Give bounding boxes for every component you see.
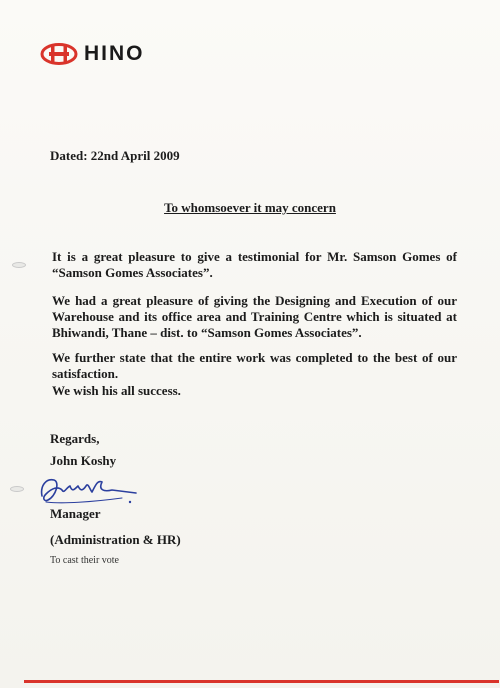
signatory-name: John Koshy bbox=[50, 453, 117, 468]
paragraph-project: We had a great pleasure of giving the Designing and Execution of our Warehouse and its office area and Training Centre which is situated at Bhiwandi, Thane – dist. to “Samson Gomes Associates”. bbox=[52, 293, 457, 340]
paragraph-satisfaction: We further state that the entire work was completed to the best of our satisfaction. bbox=[52, 350, 457, 381]
closing-regards: Regards, bbox=[50, 431, 100, 446]
brand-name: HINO bbox=[84, 42, 145, 65]
letter-date: Dated: 22nd April 2009 bbox=[50, 148, 180, 163]
hino-logo bbox=[40, 42, 145, 66]
signatory-department: (Administration & HR) bbox=[50, 532, 181, 547]
paragraph-wishes: We wish his all success. bbox=[52, 383, 181, 398]
punch-hole-mark bbox=[12, 262, 26, 268]
signatory-title: Manager bbox=[50, 506, 101, 521]
letter-subject: To whomsoever it may concern bbox=[164, 200, 336, 215]
hino-emblem-icon bbox=[40, 43, 78, 65]
handwritten-note: To cast their vote bbox=[50, 555, 119, 566]
paragraph-testimonial: It is a great pleasure to give a testimonial for Mr. Samson Gomes of “Samson Gomes Associates”. bbox=[52, 249, 457, 280]
footer-accent-bar bbox=[24, 680, 499, 683]
punch-hole-mark bbox=[10, 486, 24, 492]
handwritten-signature bbox=[32, 462, 142, 510]
